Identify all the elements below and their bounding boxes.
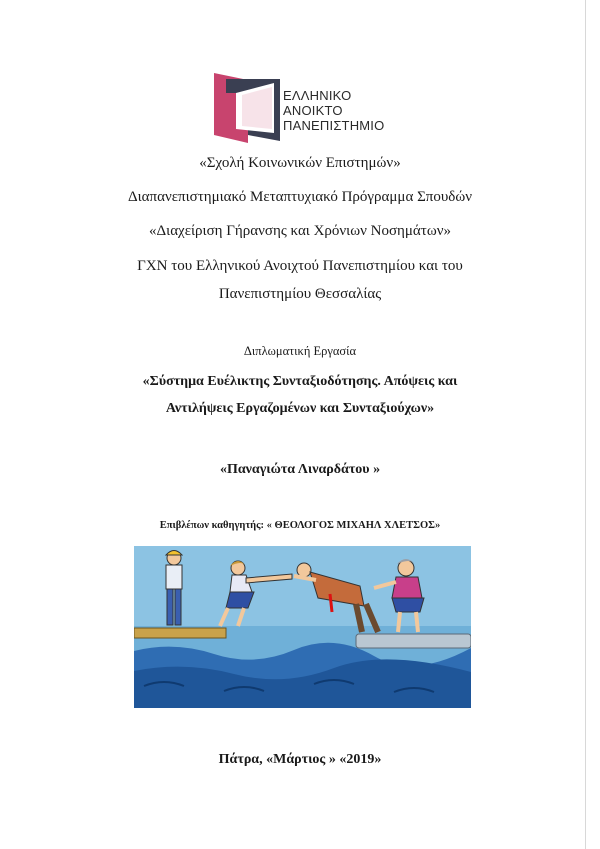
institutions-line-1: ΓΧΝ του Ελληνικού Ανοιχτού Πανεπιστημίου και του xyxy=(137,258,463,274)
logo-line: ΕΛΛΗΝΙΚΟ xyxy=(283,88,352,103)
program-name: Διαπανεπιστημιακό Μεταπτυχιακό Πρόγραμμα Σπουδών xyxy=(127,189,473,205)
handshake-illustration-icon xyxy=(134,546,471,708)
author-name: «Παναγιώτα Λιναρδάτου » xyxy=(219,462,381,477)
thesis-title-line-2: Αντιλήψεις Εργαζομένων και Συνταξιούχων» xyxy=(165,401,435,416)
logo-text xyxy=(283,88,384,133)
thesis-title-line-1: «Σύστημα Ευέλικτης Συνταξιοδότησης. Απόψεις και xyxy=(142,374,458,389)
logo-line: ΑΝΟΙΚΤΟ xyxy=(283,103,343,118)
school-name: «Σχολή Κοινωνικών Επιστημών» xyxy=(199,155,401,171)
logo-line: ΠΑΝΕΠΙΣΤΗΜΙΟ xyxy=(283,118,385,133)
supervisor: Επιβλέπων καθηγητής: « ΘΕΟΛΟΓΟΣ ΜΙΧΑΗΛ ΧΛΕΤΣΟΣ» xyxy=(159,520,441,531)
institutions-line-2: Πανεπιστημίου Θεσσαλίας xyxy=(218,286,382,302)
thesis-type: Διπλωματική Εργασία xyxy=(243,344,357,358)
page-edge xyxy=(585,0,586,849)
place-date: Πάτρα, «Μάρτιος » «2019» xyxy=(218,752,382,767)
program-title: «Διαχείριση Γήρανσης και Χρόνιων Νοσημάτων» xyxy=(149,223,451,239)
